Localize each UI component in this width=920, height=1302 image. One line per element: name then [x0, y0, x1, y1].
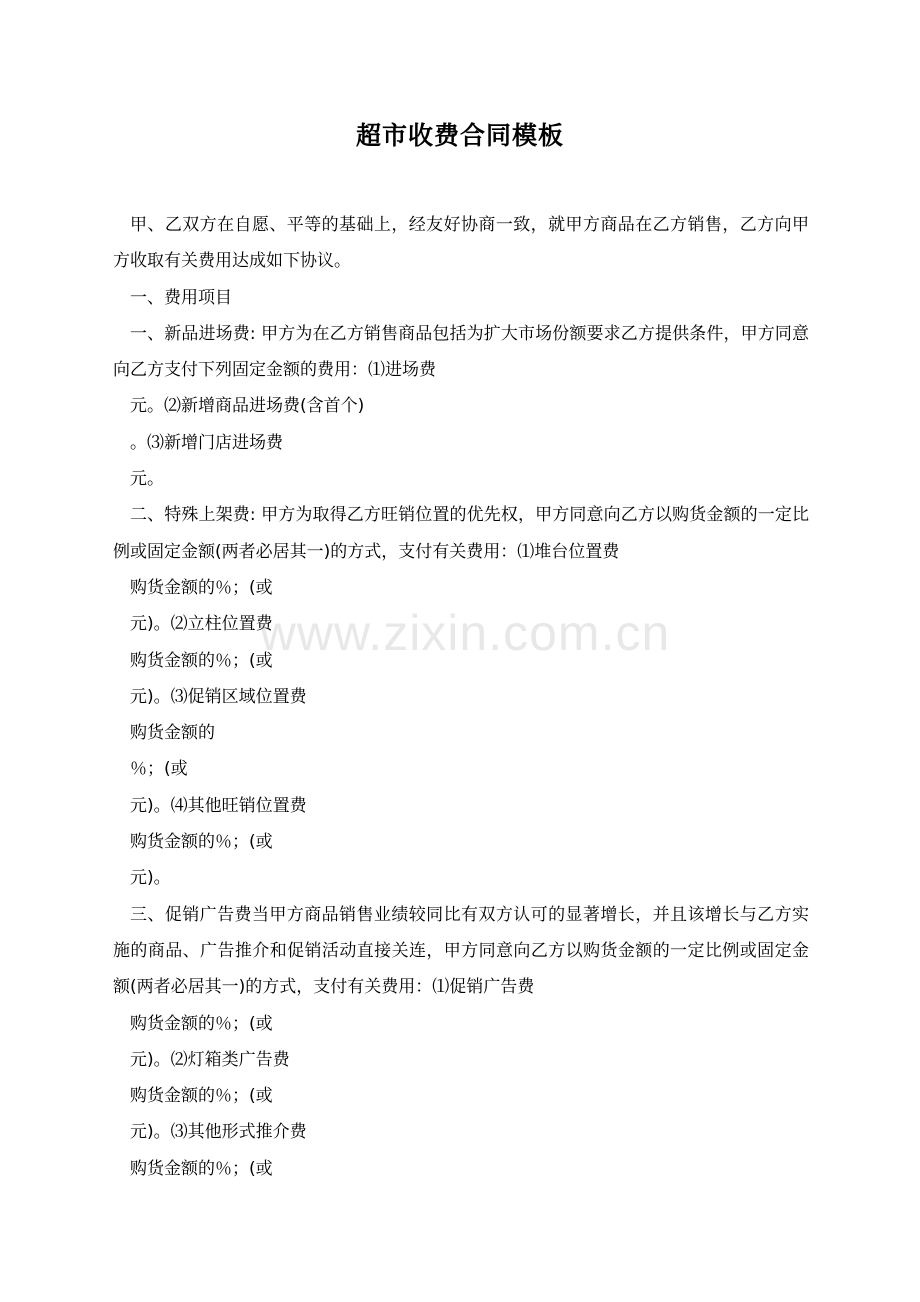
- paragraph: 二、特殊上架费: 甲方为取得乙方旺销位置的优先权，甲方同意向乙方以购货金额的一定比例或固定金额(两者必居其一)的方式，支付有关费用：⑴堆台位置费: [113, 505, 809, 562]
- paragraph: 甲、乙双方在自愿、平等的基础上，经友好协商一致，就甲方商品在乙方销售，乙方向甲方收取有关费用达成如下协议。: [113, 215, 809, 272]
- paragraph: 元。⑵新增商品进场费(含首个): [130, 396, 365, 417]
- watermark: www.zixin.com.cn: [259, 605, 671, 661]
- document-body: [113, 207, 809, 1187]
- paragraph: 购货金额的％；(或: [130, 1158, 273, 1179]
- paragraph: 元)。⑶促销区域位置费: [130, 686, 307, 707]
- paragraph: 购货金额的％；(或: [130, 1013, 273, 1034]
- paragraph: 购货金额的％；(或: [130, 1086, 273, 1107]
- paragraph: 元)。⑵立柱位置费: [130, 614, 273, 635]
- paragraph: 购货金额的％；(或: [130, 832, 273, 853]
- paragraph: 元。: [130, 469, 164, 490]
- document-title: 超市收费合同模板: [355, 121, 564, 150]
- paragraph: 元)。⑷其他旺销位置费: [130, 795, 307, 816]
- paragraph: 元)。⑵灯箱类广告费: [130, 1049, 290, 1070]
- paragraph: 元)。: [130, 868, 171, 889]
- paragraph: 元)。⑶其他形式推介费: [130, 1122, 307, 1143]
- paragraph: ％；(或: [130, 759, 188, 780]
- paragraph: 一、新品进场费: 甲方为在乙方销售商品包括为扩大市场份额要求乙方提供条件，甲方同意向乙方支付下列固定金额的费用：⑴进场费: [113, 323, 809, 381]
- paragraph: 三、促销广告费当甲方商品销售业绩较同比有双方认可的显著增长，并且该增长与乙方实施的商品、广告推介和促销活动直接关连，甲方同意向乙方以购货金额的一定比例或固定金额(两者必居其一)的方式，支付有关费用：⑴促销广告费: [113, 904, 809, 998]
- paragraph: 购货金额的: [130, 723, 215, 744]
- paragraph: 购货金额的％；(或: [130, 650, 273, 671]
- paragraph: 一、费用项目: [130, 287, 232, 308]
- paragraph: 。⑶新增门店进场费: [130, 432, 283, 453]
- paragraph: 购货金额的％；(或: [130, 577, 273, 598]
